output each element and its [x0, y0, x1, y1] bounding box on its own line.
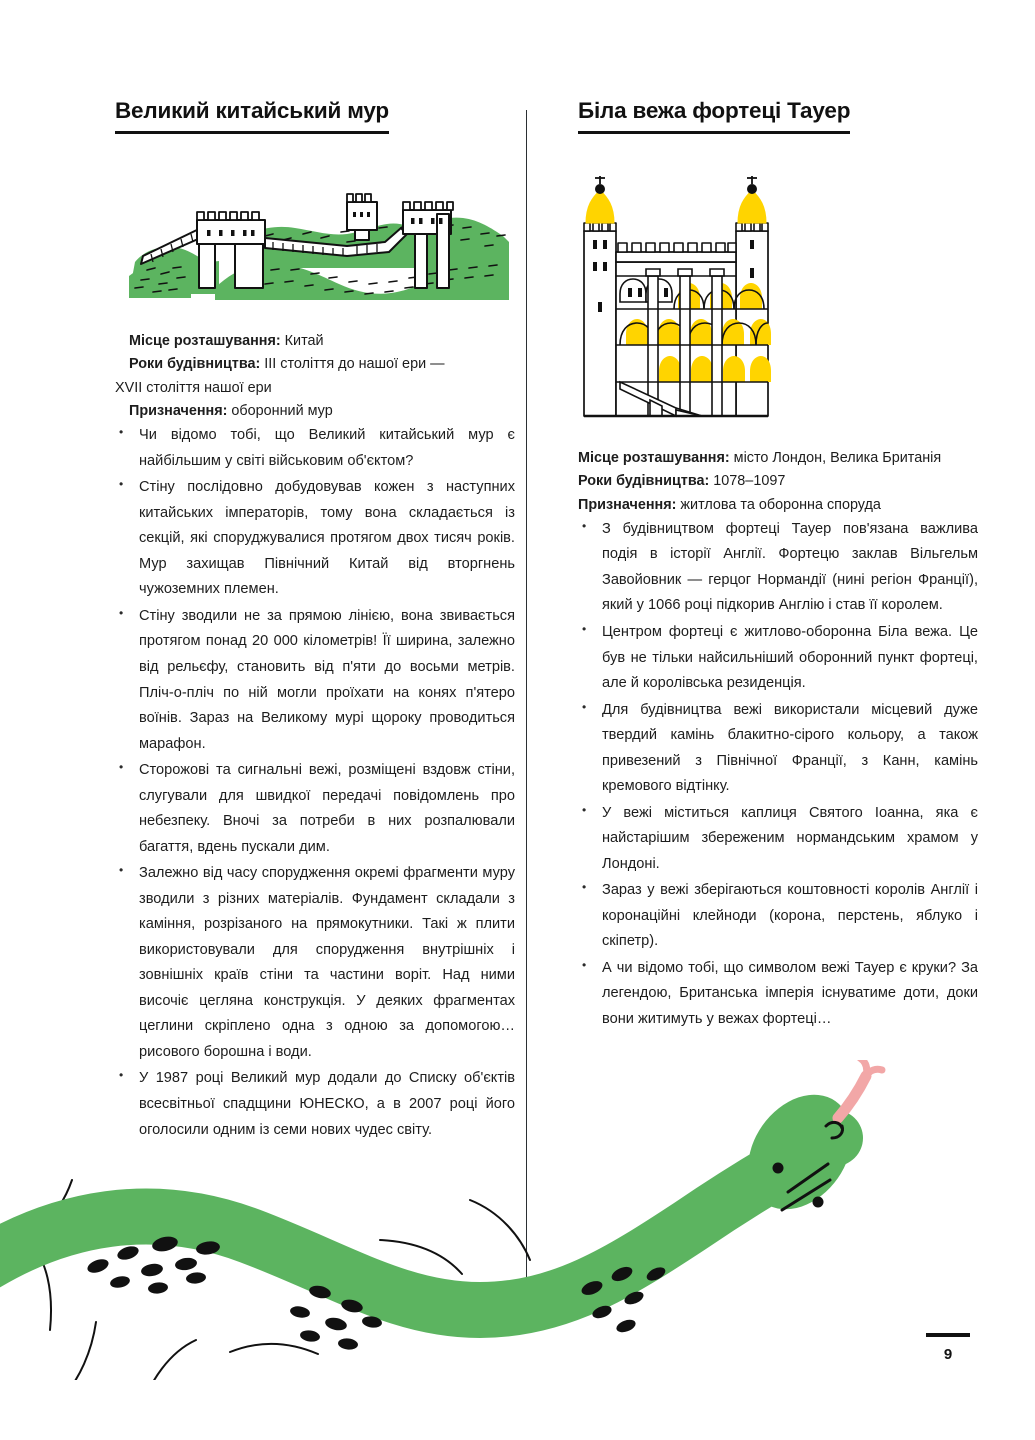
left-column	[115, 98, 515, 1144]
right-meta-location-value: місто Лондон, Велика Британія	[733, 449, 942, 466]
left-meta-years-label: Роки будівництва:	[129, 356, 261, 373]
list-item: • Стіну зводили не за прямою лінією, вона звивається протягом понад 20 000 кілометрів! Її ширина, залежно від рельєфу, становить від п'яти до восьми метрів. Пліч-о-пліч по ній могли проїхати на конях п'ятеро воїнів. Зараз на Великому мурі щороку проводиться марафон.	[115, 604, 515, 757]
right-meta-years-value: 1078–1097	[713, 473, 786, 490]
list-item: • З будівництвом фортеці Тауер пов'язана важлива подія в історії Англії. Фортецю заклав Вільгельм Завойовник — герцог Нормандії (нині регіон Франції), який у 1066 році підкорив Англію і став її королем.	[578, 517, 978, 619]
list-item: • Чи відомо тобі, що Великий китайський мур є найбільшим у світі військовим об'єктом?	[115, 423, 515, 474]
right-meta-purpose-label: Призначення:	[578, 496, 677, 513]
left-meta-purpose-label: Призначення:	[129, 402, 228, 419]
right-heading-wrap	[578, 98, 978, 134]
right-meta-location-label: Місце розташування:	[578, 449, 730, 466]
left-meta-location	[115, 330, 515, 353]
great-wall-illustration	[115, 184, 515, 304]
list-item: • Стіну послідовно добудовував кожен з наступних китайських імператорів, тому вона складається із секцій, які споруджувалися протягом двох тисяч років. Мур захищав Північний Китай від вторгнень чужоземних племен.	[115, 475, 515, 603]
right-facts-list	[578, 517, 978, 1033]
right-meta-years	[578, 470, 978, 493]
right-meta-purpose	[578, 494, 978, 517]
left-meta-years-cont: XVII століття нашої ери	[115, 379, 272, 396]
left-heading-wrap	[115, 98, 515, 134]
folio-rule	[926, 1333, 970, 1337]
left-meta-block	[115, 330, 515, 423]
right-meta-years-label: Роки будівництва:	[578, 473, 710, 490]
left-meta-purpose-value: оборонний мур	[231, 402, 333, 419]
left-meta-location-value: Китай	[284, 332, 324, 349]
page-number: 9	[943, 1346, 953, 1363]
list-item: • Залежно від часу спорудження окремі фрагменти муру зводили з різних матеріалів. Фундамент складали з каміння, розрізаного на прямокутники. Такі ж плити використовували для спорудження внутрішніх і зовнішніх країв стіни та частини воріт. Над ними височіє цегляна конструкція. У деяких фрагментах цеглини скріплено одна з одною за допомогою… рисового борошна і води.	[115, 861, 515, 1065]
list-item: • У вежі міститься каплиця Святого Іоанна, яка є найстарішим збереженим нормандським храмом у Лондоні.	[578, 801, 978, 878]
left-meta-years	[115, 353, 515, 376]
list-item: • Для будівництва вежі використали місцевий дуже твердий камінь блакитно-сірого кольору, а також привезений з Північної Франції, з Канн, камінь кремового відтінку.	[578, 698, 978, 800]
white-tower-illustration	[576, 176, 776, 424]
left-meta-years-value: III століття до нашої ери —	[264, 356, 445, 373]
page-title-great-wall: Великий китайський мур	[115, 98, 389, 134]
list-item: • А чи відомо тобі, що символом вежі Тауер є круки? За легендою, Британська імперія існуватиме доти, доки вони житимуть у вежах фортеці…	[578, 956, 978, 1033]
list-item: • Сторожові та сигнальні вежі, розміщені вздовж стіни, слугували для швидкої передачі повідомлень про небезпеку. Вночі за потреби в них розпалювали багаття, вдень пускали дим.	[115, 758, 515, 860]
left-facts-list	[115, 423, 515, 1143]
right-column	[578, 98, 978, 1033]
right-meta-purpose-value: житлова та оборонна споруда	[680, 496, 881, 513]
list-item: • Зараз у вежі зберігаються коштовності королів Англії і коронаційні клейноди (корона, перстень, яблуко і скіпетр).	[578, 878, 978, 955]
left-meta-purpose	[115, 400, 515, 423]
list-item: • У 1987 році Великий мур додали до Списку об'єктів всесвітньої спадщини ЮНЕСКО, а в 2007 році його оголосили одним із семи нових чудес світу.	[115, 1066, 515, 1143]
right-meta-block	[578, 447, 978, 517]
left-meta-location-label: Місце розташування:	[129, 332, 281, 349]
page-title-white-tower: Біла вежа фортеці Тауер	[578, 98, 850, 134]
list-item: • Центром фортеці є житлово-оборонна Біла вежа. Це був не тільки найсильніший оборонний пункт фортеці, але й королівська резиденція.	[578, 620, 978, 697]
page-folio	[918, 1333, 978, 1363]
right-meta-location	[578, 447, 978, 470]
